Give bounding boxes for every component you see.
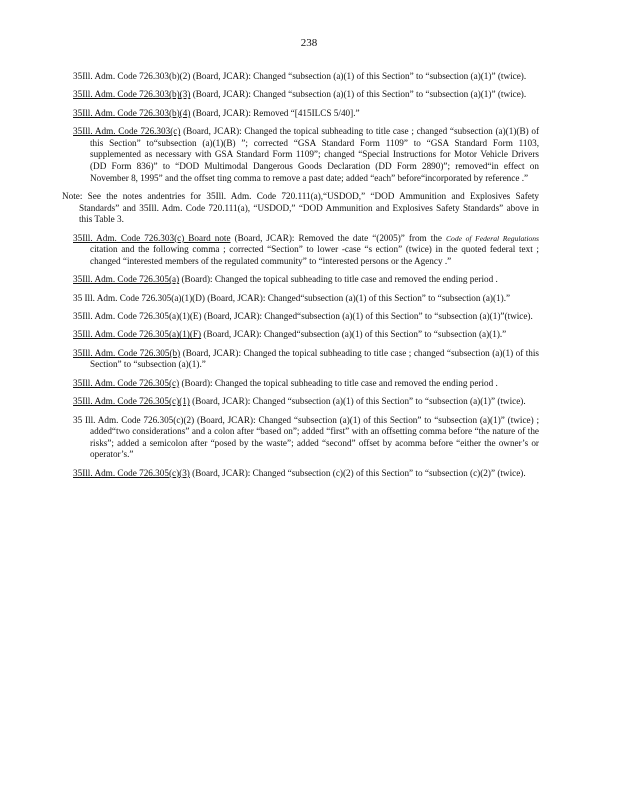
- entry-reference: 35Ill. Adm. Code 726.303(c): [73, 126, 181, 137]
- entry-text: (Board, JCAR): Changed “subsection (c)(2) of this Section” to “subsection (c)(2)” (twice).: [192, 467, 526, 478]
- entry-reference: 35Ill. Adm. Code 726.305(a)(1)(E): [73, 311, 202, 322]
- table-note: [62, 190, 539, 226]
- entry-reference: 35Ill. Adm. Code 726.305(c)(3): [73, 467, 190, 478]
- entry-reference: 35Ill. Adm. Code 726.303(c) Board note: [73, 232, 231, 243]
- entry-reference: 35 Ill. Adm. Code 726.305(a)(1)(D): [73, 292, 205, 303]
- entry-text: (Board, JCAR): Changed“subsection (a)(1) of this Section” to “subsection (a)(1)”(twice).: [203, 311, 533, 322]
- entry-text: (Board, JCAR): Changed“subsection (a)(1) of this Section” to “subsection (a)(1).”: [203, 329, 507, 340]
- entry-text: (Board, JCAR): Changed “subsection (a)(1) of this Section” to “subsection (a)(1)” (twice).: [192, 89, 527, 100]
- table-entry: [73, 396, 539, 408]
- entry-reference: 35 Ill. Adm. Code 726.305(c)(2): [73, 414, 195, 425]
- table-entry: [73, 89, 539, 101]
- table-entry: [73, 415, 539, 461]
- entry-reference: 35Ill. Adm. Code 726.303(b)(2): [73, 71, 191, 81]
- entry-text: (Board): Changed the topical subheading to title case and removed the ending period .: [181, 274, 498, 285]
- entry-text: (Board, JCAR): Changed “subsection (a)(1) of this Section” to “subsection (a)(1)” (twice) ; added“two considerations” and a colon after “based on”; added “first” with an offsetting comma before “the nature of the risks”; added a semicolon after “posed by the waste”; added “second” offset by acomma before “either the owner’s or operator’s.”: [90, 414, 540, 460]
- entry-text: (Board, JCAR): Changed “subsection (a)(1) of this Section” to “subsection (a)(1)” (twice).: [192, 396, 526, 407]
- table-entry: [73, 126, 539, 184]
- entry-reference: 35Ill. Adm. Code 726.305(a): [73, 274, 180, 285]
- entry-reference: 35Ill. Adm. Code 726.303(b)(3): [73, 89, 191, 100]
- table-entry: [73, 293, 539, 305]
- table-entry: [73, 378, 539, 390]
- entry-text-continued: citation and the following comma ; corrected “Section” to lower -case “s ection” (twice) in the quoted federal text ; changed “interested members of the regulated community” to “interested persons or the Agency .”: [90, 244, 539, 266]
- entry-text: (Board, JCAR): Removed the date “(2005)” from the: [234, 232, 442, 243]
- table-entry: [73, 329, 539, 341]
- page-number: 238: [300, 37, 318, 49]
- table-entries: [62, 71, 540, 486]
- table-entry: [73, 233, 539, 268]
- table-entry: [73, 71, 539, 83]
- entry-text: (Board, JCAR): Changed “subsection (a)(1) of this Section” to “subsection (a)(1)” (twice).: [192, 71, 527, 81]
- table-entry: [73, 311, 539, 323]
- entry-text: (Board, JCAR): Changed“subsection (a)(1) of this Section” to “subsection (a)(1).”: [207, 292, 511, 303]
- entry-reference: 35Ill. Adm. Code 726.305(b): [73, 347, 181, 358]
- note-text: Note: See the notes andentries for 35Ill. Adm. Code 720.111(a),“USDOD,” “DOD Ammunition and Explosives Safety Standards” and 35Ill. Adm. Code 720.111(a), “USDOD,” “DOD Ammunition and Explosives Safety Standards” above in this Table 3.: [62, 190, 539, 225]
- entry-reference: 35Ill. Adm. Code 726.305(c): [73, 377, 180, 388]
- entry-text: (Board): Changed the topical subheading to title case and removed the ending period .: [181, 377, 498, 388]
- entry-text: (Board, JCAR): Removed “[415ILCS 5/40].”: [192, 107, 360, 118]
- entry-reference: 35Ill. Adm. Code 726.305(a)(1)(F): [73, 329, 202, 340]
- entry-text: (Board, JCAR): Changed the topical subheading to title case ; changed “subsection (a)(1)(B) of this Section” to“subsection (a)(1)(B) ”; corrected “GSA Standard Form 1109” to “GSA Standard Form 1103, supplemented as necessary with GSA Standard Form 1109”; changed “Special Instructions for Motor Vehicle Drivers (DD Form 836)” to “DOD Multimodal Dangerous Goods Declaration (DD Form 2890)”; removed“in effect on November 8, 1995” and the offset ting comma to remove a past date; added “each” before“incorporated by reference .”: [90, 126, 540, 183]
- table-entry: [73, 348, 539, 371]
- entry-text: (Board, JCAR): Changed the topical subheading to title case ; changed “subsection (a)(1) of this Section” to “subsection (a)(1).”: [90, 347, 540, 370]
- table-entry: [73, 108, 539, 120]
- entry-reference: 35Ill. Adm. Code 726.305(c)(1): [73, 396, 190, 407]
- table-entry: [73, 274, 539, 286]
- table-entry: [73, 468, 539, 480]
- entry-italic-citation: Code of Federal Regulations: [445, 233, 540, 243]
- entry-reference: 35Ill. Adm. Code 726.303(b)(4): [73, 107, 191, 118]
